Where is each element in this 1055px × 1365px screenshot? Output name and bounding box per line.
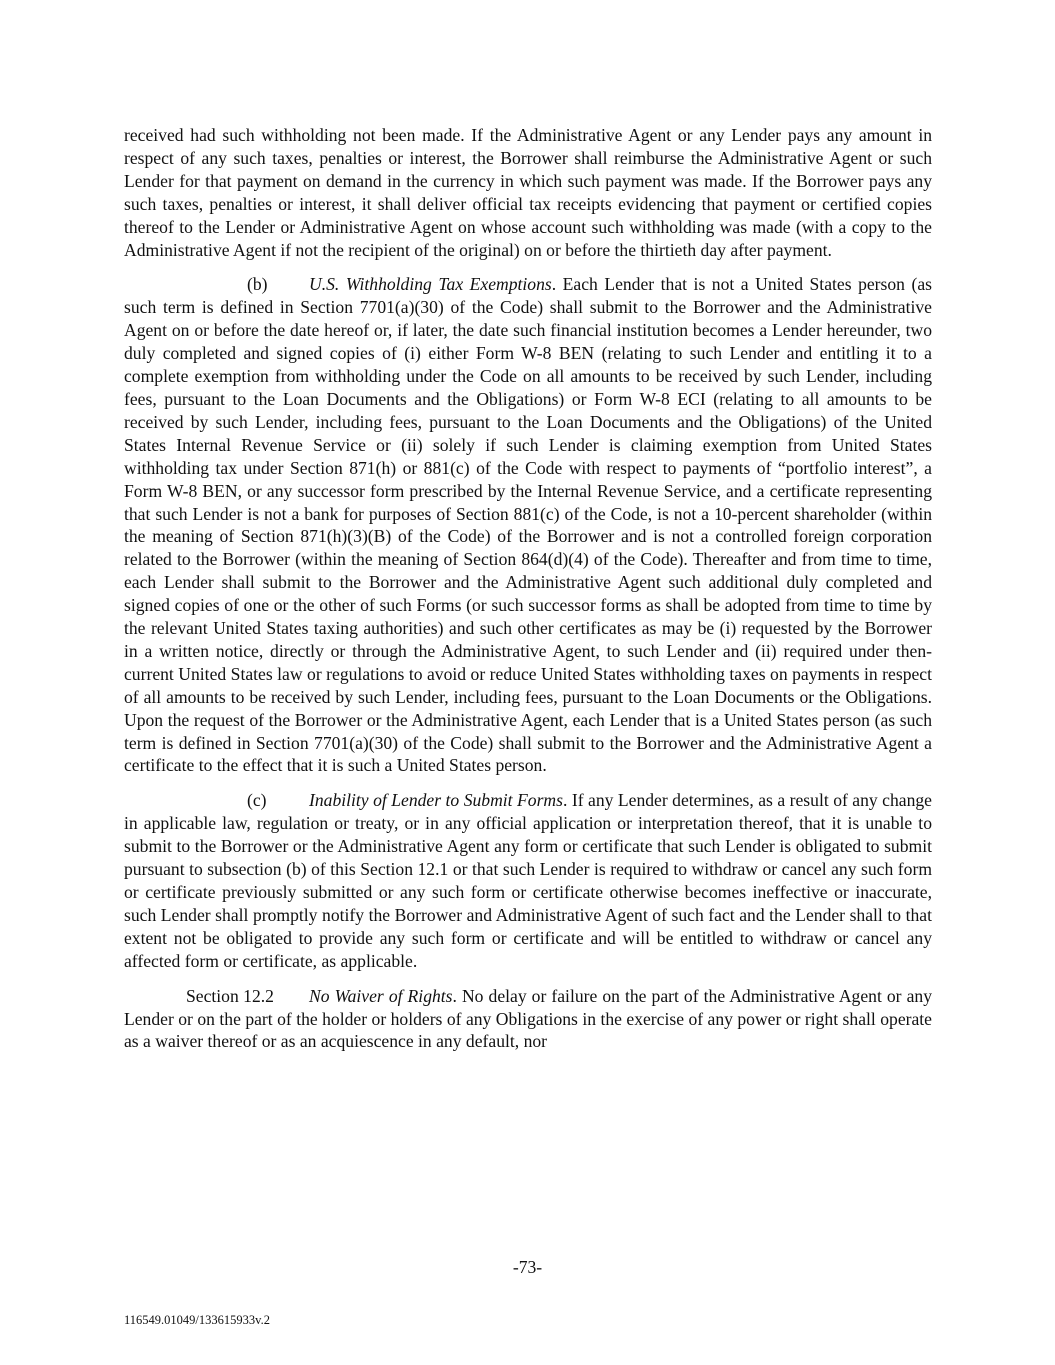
paragraph-c-label: (c) — [247, 790, 267, 811]
paragraph-c-title: Inability of Lender to Submit Forms — [309, 790, 563, 811]
paragraph-b — [124, 273, 932, 777]
paragraph-continuation: received had such withholding not been made. If the Administrative Agent or any Lender pays any amount in respect of any such taxes, penalties or interest, the Borrower shall reimburse the Administrative Agent or such Lender for that payment on demand in the currency in which such payment was made. If the Borrower pays any such taxes, penalties or interest, it shall deliver official tax receipts evidencing that payment or certified copies thereof to the Lender or Administrative Agent on whose account such withholding was made (with a copy to the Administrative Agent if not the recipient of the original) on or before the thirtieth day after payment. — [124, 125, 932, 260]
paragraph-c-text: . If any Lender determines, as a result of any change in applicable law, regulation or treaty, or in any official application or interpretation thereof, that it is unable to submit to the Borrower or the Administrative Agent any form or certificate that such Lender is obligated to submit pursuant to subsection (b) of this Section 12.1 or that such Lender is required to withdraw or cancel any such form or certificate previously submitted or any such form or certificate otherwise becomes ineffective or inaccurate, such Lender shall promptly notify the Borrower and Administrative Agent of such fact and the Lender shall to that extent not be obligated to provide any such form or certificate and will be entitled to withdraw or cancel any affected form or certificate, as applicable. — [124, 790, 932, 971]
paragraph-b-title: U.S. Withholding Tax Exemptions — [309, 274, 552, 295]
page-number: -73- — [512, 1257, 543, 1277]
section-12-2-text: . No delay or failure on the part of the Administrative Agent or any Lender or on the part of the holder or holders of any Obligations in the exercise of any power or right shall operate as a waiver thereof or as an acquiescence in any default, nor — [124, 985, 932, 1052]
document-id: 116549.01049/133615933v.2 — [124, 1313, 270, 1327]
section-12-2-title: No Waiver of Rights — [309, 985, 453, 1006]
paragraph-c — [124, 789, 932, 972]
document-body — [124, 124, 932, 1053]
section-12-2-number: Section 12.2 — [186, 985, 274, 1006]
paragraph-b-label: (b) — [247, 274, 268, 295]
section-12-2 — [124, 985, 932, 1054]
paragraph-b-text: . Each Lender that is not a United States person (as such term is defined in Section 7701(a)(30) of the Code) shall submit to the Borrower and the Administrative Agent on or before the date hereof or, if later, the date such financial institution becomes a Lender hereunder, two duly completed and signed copies of (i) either Form W-8 BEN (relating to such Lender and entitling it to a complete exemption from withholding under the Code on all amounts to be received by such Lender, including fees, pursuant to the Loan Documents and the Obligations) or Form W-8 ECI (relating to all amounts to be received by such Lender, including fees, pursuant to the Loan Documents and the Obligations) of the United States Internal Revenue Service or (ii) solely if such Lender is claiming exemption from United States withholding tax under Section 871(h) or 881(c) of the Code with respect to payments of “portfolio interest”, a Form W-8 BEN, or any successor form prescribed by the Internal Revenue Service, and a certificate representing that such Lender is not a bank for purposes of Section 881(c) of the Code, is not a 10-percent shareholder (within the meaning of Section 871(h)(3)(B) of the Code) of the Borrower and is not a controlled foreign corporation related to the Borrower (within the meaning of Section 864(d)(4) of the Code). Thereafter and from time to time, each Lender shall submit to the Borrower and the Administrative Agent such additional duly completed and signed copies of one or the other of such Forms (or such successor forms as shall be adopted from time to time by the relevant United States taxing authorities) and such other certificates as may be (i) requested by the Borrower in a written notice, directly or through the Administrative Agent, to such Lender and (ii) required under then-current United States law or regulations to avoid or reduce United States withholding taxes on payments in respect of all amounts to be received by such Lender, including fees, pursuant to the Loan Documents or the Obligations. Upon the request of the Borrower or the Administrative Agent, each Lender that is a United States person (as such term is defined in Section 7701(a)(30) of the Code) shall submit to the Borrower and the Administrative Agent a certificate to the effect that it is such a United States person. — [124, 274, 933, 776]
